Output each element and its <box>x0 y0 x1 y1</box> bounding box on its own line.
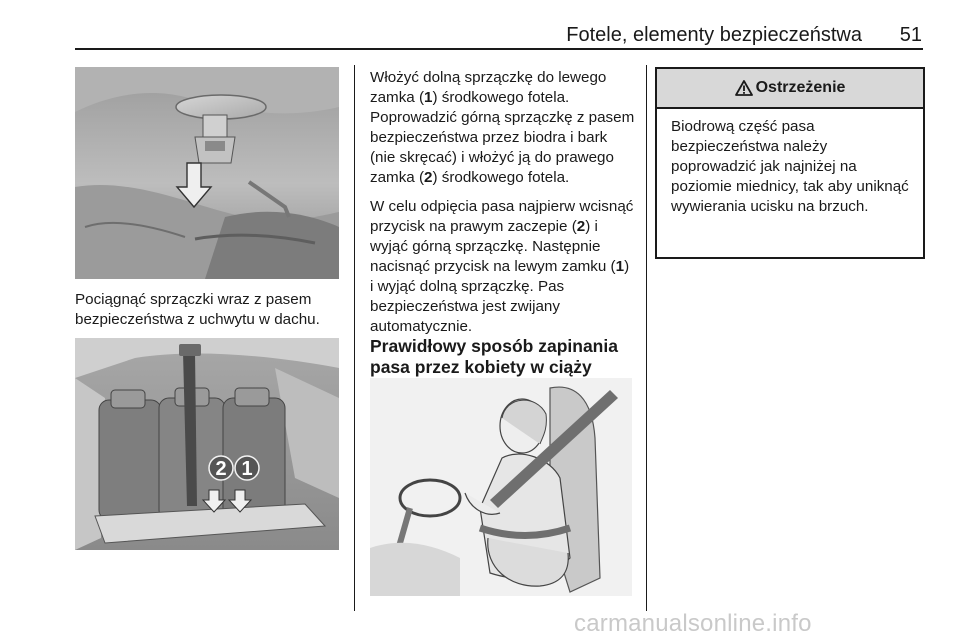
warning-box <box>655 67 925 259</box>
warning-title: Ostrzeżenie <box>755 79 846 96</box>
pregnant-driver-belt-illustration <box>370 378 632 596</box>
page-header-title: Fotele, elementy bezpieczeństwa <box>566 24 862 46</box>
column-divider-right <box>646 65 647 611</box>
buckle-paragraph: Włożyć dolną sprzączkę do lewego zamka (1) środkowego fotela. Poprowadzić górną sprzączkę z pasem bezpieczeństwa przez biodra i bark (nie skręcać) i włożyć ją do prawego zamka (2) środkowego fotela. <box>370 69 635 186</box>
warning-triangle-icon <box>735 80 753 96</box>
section-subheading: Prawidłowy sposób zapinania pasa przez kobiety w ciąży <box>370 336 618 377</box>
page-number: 51 <box>899 24 922 46</box>
callout-1: 1 <box>241 458 253 480</box>
figure-caption: Pociągnąć sprzączki wraz z pasem bezpieczeństwa z uchwytu w dachu. <box>75 291 320 328</box>
column-divider-left <box>354 65 355 611</box>
header-rule <box>75 48 923 50</box>
unbuckle-paragraph: W celu odpięcia pasa najpierw wcisnąć przycisk na prawym zaczepie (2) i wyjąć górną sprzączkę. Następnie nacisnąć przycisk na lewym zamku (1) i wyjąć dolną sprzączkę. Pas bezpieczeństwa jest zwijany automatycznie. <box>370 198 634 335</box>
callout-2: 2 <box>215 458 227 480</box>
rear-seat-buckles-illustration <box>75 338 339 550</box>
roof-belt-holder-illustration <box>75 67 339 279</box>
watermark: carmanualsonline.info <box>574 610 812 637</box>
warning-text: Biodrową część pasa bezpieczeństwa należy poprowadzić jak najniżej na poziomie miednicy, tak aby uniknąć wywierania ucisku na brzuch. <box>671 118 909 215</box>
warning-header <box>657 69 923 109</box>
